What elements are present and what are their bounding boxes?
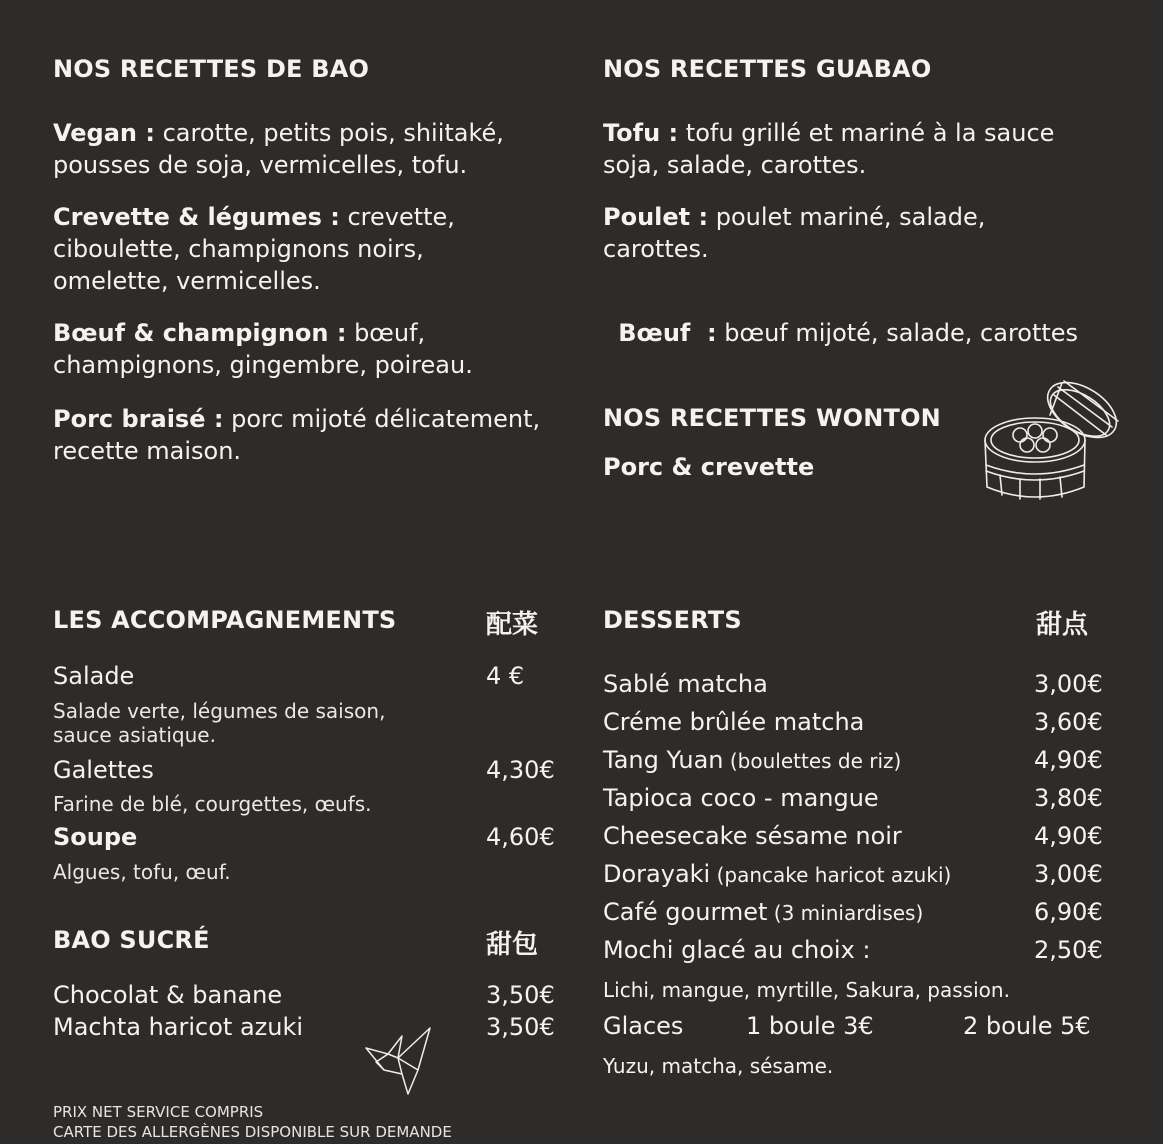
side-item-desc: Algues, tofu, œuf. bbox=[53, 860, 231, 884]
sides-section-title: LES ACCOMPAGNEMENTS bbox=[53, 606, 397, 634]
dessert-item-price: 6,90€ bbox=[1034, 898, 1103, 926]
bao-item-crevette bbox=[53, 201, 543, 297]
side-item-desc: Salade verte, légumes de saison, sauce asiatique. bbox=[53, 699, 386, 747]
dessert-item bbox=[603, 784, 879, 812]
bao-item-desc: bœuf, champignons, gingembre, poireau. bbox=[53, 319, 473, 379]
dessert-item-note: (pancake haricot azuki) bbox=[710, 863, 952, 887]
bao-item-desc: crevette, ciboulette, champignons noirs, omelette, vermicelles. bbox=[53, 203, 455, 295]
dessert-item-price: 3,00€ bbox=[1034, 670, 1103, 698]
bao-item-desc: carotte, petits pois, shiitaké, pousses de soja, vermicelles, tofu. bbox=[53, 119, 504, 179]
footer-line-1: PRIX NET SERVICE COMPRIS bbox=[53, 1103, 264, 1121]
sweet-bao-item-price: 3,50€ bbox=[486, 981, 555, 1009]
bao-item-name: Crevette & légumes : bbox=[53, 203, 340, 231]
mochi-flavors: Lichi, mangue, myrtille, Sakura, passion. bbox=[603, 978, 1010, 1002]
dessert-item-name: Café gourmet bbox=[603, 898, 768, 926]
glaces-two-scoops: 2 boule 5€ bbox=[963, 1012, 1091, 1040]
glaces-one-scoop: 1 boule 3€ bbox=[746, 1012, 874, 1040]
guabao-item-desc: poulet mariné, salade, carottes. bbox=[603, 203, 986, 263]
dessert-item-price: 3,60€ bbox=[1034, 708, 1103, 736]
dessert-item-price: 3,80€ bbox=[1034, 784, 1103, 812]
side-item-price: 4,30€ bbox=[486, 756, 555, 784]
guabao-item-desc: bœuf mijoté, salade, carottes bbox=[716, 319, 1079, 347]
side-item-price: 4,60€ bbox=[486, 823, 555, 851]
wonton-item: Porc & crevette bbox=[603, 453, 815, 481]
footer-line-2: CARTE DES ALLERGÈNES DISPONIBLE SUR DEMANDE bbox=[53, 1123, 452, 1141]
bao-section-title: NOS RECETTES DE BAO bbox=[53, 55, 370, 83]
glaces-label: Glaces bbox=[603, 1012, 684, 1040]
guabao-section-title: NOS RECETTES GUABAO bbox=[603, 55, 932, 83]
guabao-item-poulet bbox=[603, 201, 1023, 265]
dessert-item bbox=[603, 708, 864, 736]
guabao-item-boeuf bbox=[603, 285, 1103, 349]
side-item-price: 4 € bbox=[486, 662, 525, 690]
glaces-flavors: Yuzu, matcha, sésame. bbox=[603, 1054, 834, 1078]
dessert-item bbox=[603, 822, 902, 850]
dessert-item bbox=[603, 670, 768, 698]
bao-item-boeuf bbox=[53, 317, 543, 381]
side-item-name: Galettes bbox=[53, 756, 154, 784]
sweet-bao-item-name: Machta haricot azuki bbox=[53, 1013, 304, 1041]
desserts-chinese-title: 甜点 bbox=[1036, 610, 1089, 640]
bao-item-vegan bbox=[53, 117, 543, 181]
bao-item-name: Vegan : bbox=[53, 119, 155, 147]
side-item-name: Soupe bbox=[53, 823, 138, 851]
origami-bird-illustration bbox=[362, 1024, 437, 1099]
dessert-item-note: (boulettes de riz) bbox=[723, 749, 902, 773]
sweet-bao-section-title: BAO SUCRÉ bbox=[53, 926, 210, 954]
dessert-item-name: Créme brûlée matcha bbox=[603, 708, 865, 736]
dessert-item-name: Tang Yuan bbox=[603, 746, 724, 774]
bao-item-porc bbox=[53, 403, 563, 467]
guabao-item-name: Tofu : bbox=[603, 119, 679, 147]
dessert-item-name: Mochi glacé au choix : bbox=[603, 936, 871, 964]
dessert-item-price: 2,50€ bbox=[1034, 936, 1103, 964]
bao-item-desc: porc mijoté délicatement, recette maison. bbox=[53, 405, 541, 465]
guabao-item-tofu bbox=[603, 117, 1083, 181]
side-item-desc: Farine de blé, courgettes, œufs. bbox=[53, 792, 372, 816]
desserts-section-title: DESSERTS bbox=[603, 606, 742, 634]
dessert-item-name: Tapioca coco - mangue bbox=[603, 784, 879, 812]
dessert-item-note: (3 miniardises) bbox=[767, 901, 924, 925]
bao-item-name: Bœuf & champignon : bbox=[53, 319, 347, 347]
sweet-bao-chinese-title: 甜包 bbox=[486, 930, 539, 960]
dessert-item-price: 4,90€ bbox=[1034, 746, 1103, 774]
guabao-item-name: Bœuf : bbox=[618, 319, 717, 347]
dessert-item-name: Dorayaki bbox=[603, 860, 711, 888]
dessert-item-name: Sablé matcha bbox=[603, 670, 768, 698]
guabao-item-desc: tofu grillé et mariné à la sauce soja, salade, carottes. bbox=[603, 119, 1055, 179]
dessert-item-name: Cheesecake sésame noir bbox=[603, 822, 902, 850]
wonton-section-title: NOS RECETTES WONTON bbox=[603, 404, 941, 432]
sweet-bao-item-price: 3,50€ bbox=[486, 1013, 555, 1041]
bao-item-name: Porc braisé : bbox=[53, 405, 224, 433]
dessert-item bbox=[603, 860, 951, 888]
dessert-item-price: 3,00€ bbox=[1034, 860, 1103, 888]
dessert-item bbox=[603, 936, 871, 964]
sweet-bao-item-name: Chocolat & banane bbox=[53, 981, 283, 1009]
sides-chinese-title: 配菜 bbox=[486, 610, 539, 640]
steamer-basket-illustration bbox=[980, 365, 1130, 505]
guabao-item-name: Poulet : bbox=[603, 203, 709, 231]
side-item-name: Salade bbox=[53, 662, 135, 690]
dessert-item bbox=[603, 746, 901, 774]
dessert-item-price: 4,90€ bbox=[1034, 822, 1103, 850]
dessert-item bbox=[603, 898, 923, 926]
